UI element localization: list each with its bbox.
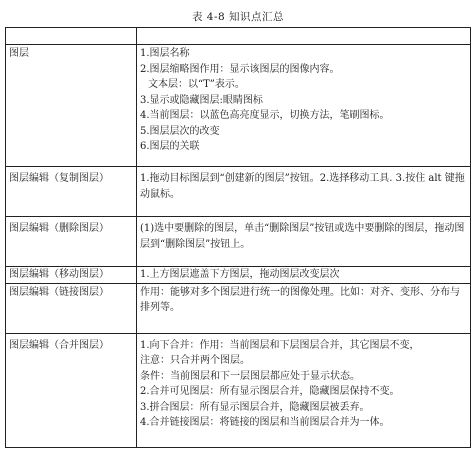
topic-label: 图层编辑（删除图层） bbox=[9, 223, 109, 234]
row-topic bbox=[6, 333, 137, 447]
topic-label: 图层编辑（合并图层） bbox=[9, 339, 109, 351]
row-content bbox=[137, 167, 471, 217]
content-line: 文本层：以“T”表示。 bbox=[148, 79, 245, 90]
topic-label: 图层编辑（链接图层） bbox=[9, 286, 109, 298]
content-line: 4.合并链接图层：将链接的图层和当前图层合并为一体。 bbox=[140, 417, 390, 428]
row-topic bbox=[6, 283, 137, 333]
table-row bbox=[6, 267, 471, 284]
content-line: 2.合并可见图层：所有显示图层合并，隐藏图层保持不变。 bbox=[140, 386, 400, 397]
content-line: 3.显示或隐藏图层:眼睛图标 bbox=[140, 94, 263, 106]
content-line: 4.当前图层：以蓝色高亮度显示，切换方法，笔刷图标。 bbox=[140, 110, 390, 121]
content-line: 1.图层名称 bbox=[140, 48, 190, 59]
row-content bbox=[137, 45, 471, 167]
row-content bbox=[137, 267, 471, 284]
row-topic bbox=[6, 167, 137, 217]
topic-label: 图层编辑（移动图层） bbox=[9, 269, 109, 280]
content-line: 6.图层的关联 bbox=[140, 141, 200, 152]
content-line: 5.图层层次的改变 bbox=[140, 125, 220, 137]
row-content bbox=[137, 333, 471, 447]
row-topic bbox=[6, 267, 137, 284]
header-cell-topic bbox=[6, 28, 137, 45]
content-line: (1)选中要删除的图层，单击“删除图层”按钮或选中要删除的图层，拖动图层到“删除图层”按钮上。 bbox=[140, 223, 465, 250]
row-topic bbox=[6, 217, 137, 267]
topic-label: 图层编辑（复制图层） bbox=[9, 173, 109, 184]
row-content bbox=[137, 217, 471, 267]
row-topic bbox=[6, 45, 137, 167]
row-content bbox=[137, 283, 471, 333]
content-line: 作用：能够对多个图层进行统一的图像处理。比如：对齐、变形、分布与排列等。 bbox=[140, 286, 460, 313]
content-line: 条件：当前图层和下一层图层都应处于显示状态。 bbox=[140, 370, 360, 382]
header-cell-content bbox=[137, 28, 471, 45]
content-line: 3.拼合图层：所有显示图层合并，隐藏图层被丢弃。 bbox=[140, 401, 370, 413]
table-row bbox=[6, 217, 471, 267]
table-row bbox=[6, 45, 471, 167]
table-row bbox=[6, 167, 471, 217]
table-row bbox=[6, 333, 471, 447]
knowledge-summary-table bbox=[5, 27, 471, 448]
content-line: 注意：只合并两个图层。 bbox=[140, 355, 250, 366]
topic-label: 图层 bbox=[9, 48, 29, 59]
table-caption: 表 4-8 知识点汇总 bbox=[191, 11, 285, 23]
table-row bbox=[6, 283, 471, 333]
content-line: 1.上方图层遮盖下方图层，拖动图层改变层次 bbox=[140, 269, 340, 280]
table-header-row bbox=[6, 28, 471, 45]
content-line: 1.向下合并：作用：当前图层和下层图层合并，其它图层不变， bbox=[140, 339, 420, 351]
content-line: 1.拖动目标图层到“创建新的图层”按钮。2.选择移动工具. 3.按住 alt 键拖动鼠标。 bbox=[140, 173, 465, 200]
content-line: 2.图层缩略图作用：显示该图层的图像内容。 bbox=[140, 63, 340, 75]
